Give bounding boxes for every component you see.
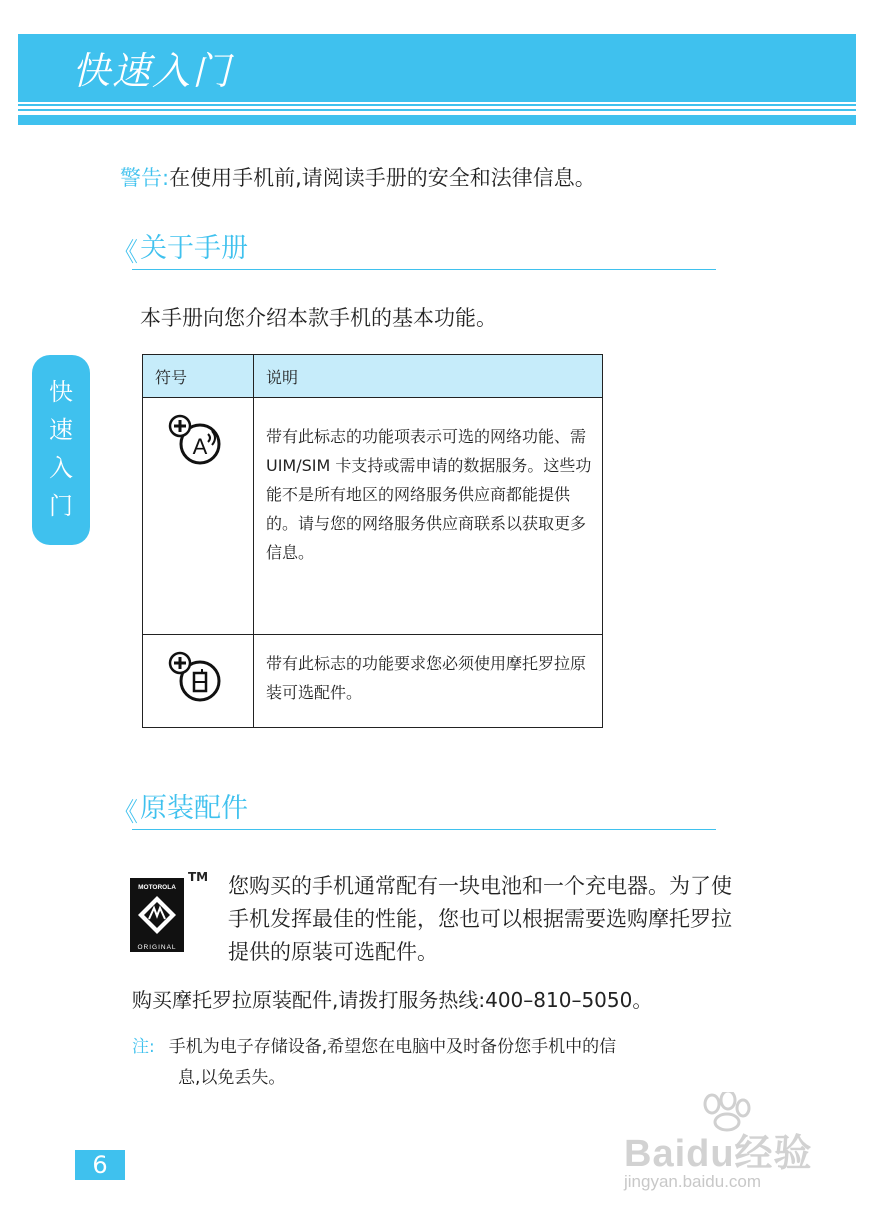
side-chapter-tab (32, 355, 90, 545)
section-mark: 《 (112, 798, 139, 828)
table-row (143, 635, 603, 728)
service-hotline: 购买摩托罗拉原装配件,请拨打服务热线:400–810–5050。 (132, 988, 653, 1012)
side-tab-char: 门 (49, 492, 73, 520)
note-text-continued: 息,以免丢失。 (178, 1068, 286, 1088)
warning-notice (120, 162, 596, 192)
section-title: 原装配件 (140, 793, 248, 824)
section-mark: 《 (112, 238, 139, 268)
accessory-text: 您购买的手机通常配有一块电池和一个充电器。为了使手机发挥最佳的性能，您也可以根据需要选购摩托罗拉提供的原装可选配件。 (228, 874, 732, 964)
symbol-cell (143, 635, 254, 728)
section-rule (132, 269, 716, 270)
table-header-row (143, 355, 603, 398)
svg-text:MOTOROLA: MOTOROLA (138, 884, 176, 891)
note (132, 1032, 752, 1094)
chapter-title: 快速入门 (72, 49, 233, 93)
watermark-sub: jingyan.baidu.com (624, 1172, 762, 1191)
header-rule (18, 104, 856, 106)
note-text: 手机为电子存储设备,希望您在电脑中及时备份您手机中的信 (168, 1037, 617, 1057)
svg-text:ORIGINAL: ORIGINAL (137, 944, 177, 951)
side-tab-char: 速 (49, 416, 73, 444)
symbol-table (142, 354, 603, 728)
motorola-original-logo (130, 878, 184, 952)
baidu-jingyan-watermark (612, 1092, 842, 1202)
intro-text: 本手册向您介绍本款手机的基本功能。 (140, 306, 497, 330)
column-header-symbol: 符号 (143, 355, 254, 398)
section-rule (132, 829, 716, 830)
warning-label: 警告: (120, 166, 170, 190)
description-cell: 带有此标志的功能要求您必须使用摩托罗拉原装可选配件。 (254, 635, 603, 728)
svg-text:A: A (192, 434, 208, 459)
side-tab-char: 入 (49, 454, 73, 482)
page-number: 6 (75, 1150, 125, 1180)
column-header-description: 说明 (254, 355, 603, 398)
network-feature-icon (168, 414, 228, 470)
symbol-cell (143, 398, 254, 635)
note-label: 注: (132, 1037, 155, 1057)
section-heading-about (112, 226, 716, 270)
accessory-feature-icon (168, 651, 228, 707)
side-tab-char: 快 (49, 378, 73, 406)
warning-text: 在使用手机前,请阅读手册的安全和法律信息。 (169, 166, 596, 190)
section-title: 关于手册 (140, 233, 248, 264)
header-rule (18, 115, 856, 125)
trademark-sign: TM (188, 870, 209, 884)
header-rule (18, 109, 856, 111)
watermark-main: Baidu经验 (624, 1133, 813, 1175)
section-heading-accessories (112, 786, 716, 830)
description-cell: 带有此标志的功能项表示可选的网络功能、需 UIM/SIM 卡支持或需申请的数据服务。这些功能不是所有地区的网络服务供应商都能提供的。请与您的网络服务供应商联系以获取更多信息。 (254, 398, 603, 635)
table-row (143, 398, 603, 635)
